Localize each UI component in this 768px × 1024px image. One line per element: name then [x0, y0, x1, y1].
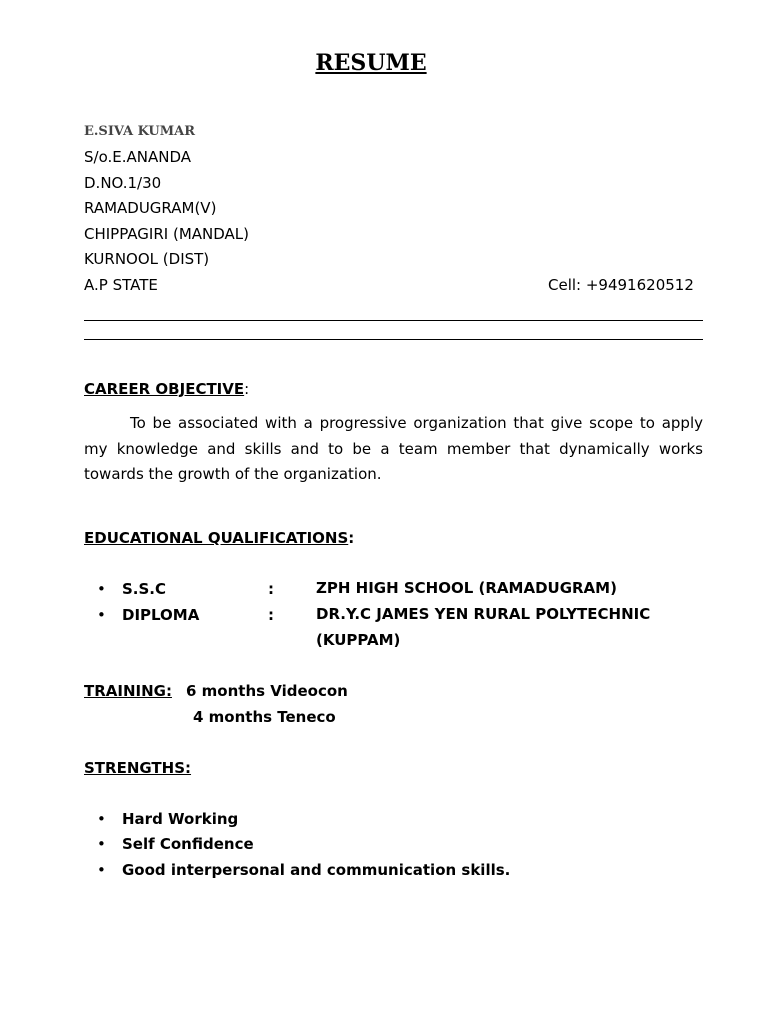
divider [84, 339, 703, 340]
qualification-value: ZPH HIGH SCHOOL (RAMADUGRAM) [316, 579, 617, 597]
address-line: KURNOOL (DIST) [84, 250, 210, 268]
address-line: D.NO.1/30 [84, 174, 162, 192]
training-item: 6 months Videocon [186, 682, 348, 700]
address-line: RAMADUGRAM(V) [84, 199, 217, 217]
career-objective-text: To be associated with a progressive organization that give scope to apply my knowledge and skills and to be a team member that dynamically works towards the growth of the organization. [84, 414, 703, 484]
address-line: A.P STATE [84, 276, 158, 294]
career-objective-heading-text: CAREER OBJECTIVE [84, 380, 245, 398]
candidate-name: E.SIVA KUMAR [84, 124, 196, 139]
strengths-heading-text: STRENGTHS: [84, 759, 192, 777]
bullet-icon: • [97, 835, 106, 853]
bullet-icon: • [97, 810, 106, 828]
education-heading-text: EDUCATIONAL QUALIFICATIONS [84, 529, 349, 547]
heading-suffix: : [244, 380, 250, 398]
strength-item: Hard Working [122, 810, 239, 828]
strengths-heading [84, 759, 191, 777]
cell-number: Cell: +9491620512 [548, 276, 694, 294]
qualification-label: DIPLOMA [122, 606, 200, 624]
heading-suffix: : [348, 529, 355, 547]
career-objective-heading [84, 380, 249, 398]
address-line: S/o.E.ANANDA [84, 148, 192, 166]
qualification-value: DR.Y.C JAMES YEN RURAL POLYTECHNIC (KUPPAM) [316, 605, 651, 649]
qualification-colon: : [268, 606, 274, 624]
address-line: CHIPPAGIRI (MANDAL) [84, 225, 249, 243]
divider [84, 320, 703, 321]
bullet-icon: • [97, 606, 106, 624]
education-heading [84, 529, 354, 547]
strength-item: Self Confidence [122, 835, 254, 853]
training-heading-text: TRAINING: [84, 682, 172, 700]
document-title: RESUME [315, 50, 427, 76]
training-heading [84, 682, 172, 700]
bullet-icon: • [97, 861, 106, 879]
qualification-colon: : [268, 580, 274, 598]
bullet-icon: • [97, 580, 106, 598]
strength-item: Good interpersonal and communication skills. [122, 861, 511, 879]
training-item: 4 months Teneco [193, 708, 336, 726]
qualification-label: S.S.C [122, 580, 167, 598]
